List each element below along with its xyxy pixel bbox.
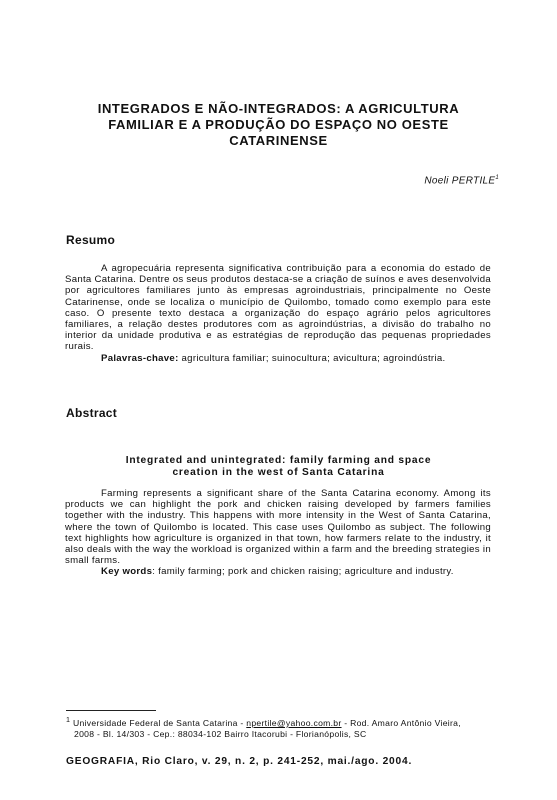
email-link[interactable]: npertile@yahoo.com.br [246, 717, 342, 728]
resumo-section [65, 263, 491, 364]
author-name [424, 175, 499, 186]
abstract-paragraph: Farming represents a significant share of the Santa Catarina economy. Among its products we can highlight the pork and chicken raising developed by farmers families together with the industry. This happens with more intensity in the West of Santa Catarina, where the town of Quilombo is located. This case uses Quilombo as subject. The following text highlights how agriculture is organized in that town, how farmers relate to the industry, it also deals with the way the workload is organized within a farm and the breeding strategies in small farms. [65, 488, 491, 567]
keywords-label: Palavras-chave: [101, 352, 179, 364]
author-footnote-mark: 1 [495, 175, 499, 181]
footnote [66, 715, 506, 740]
abstract-keywords [65, 566, 491, 577]
keywords-text: : family farming; pork and chicken raising; agriculture and industry. [152, 566, 454, 578]
article-title [60, 101, 497, 149]
author-text: Noeli PERTILE [424, 175, 496, 187]
keywords-text: agricultura familiar; suinocultura; avicultura; agroindústria. [181, 352, 446, 364]
title-line: INTEGRADOS E NÃO-INTEGRADOS: A AGRICULTURA [97, 101, 460, 116]
resumo-keywords [65, 353, 491, 364]
resumo-heading: Resumo [66, 233, 116, 247]
subtitle-line: creation in the west of Santa Catarina [172, 467, 385, 478]
journal-citation: GEOGRAFIA, Rio Claro, v. 29, n. 2, p. 241-252, mai./ago. 2004. [66, 756, 413, 767]
abstract-heading: Abstract [66, 406, 118, 420]
keywords-label: Key words [101, 566, 153, 578]
footnote-divider [66, 710, 156, 711]
abstract-section [65, 488, 491, 578]
resumo-paragraph: A agropecuária representa significativa contribuição para a economia do estado de Santa Catarina. Dentre os seus produtos destaca-se a criação de suínos e aves desenvolvida por agricultores familiares junto às empresas agroindustriais, principalmente no Oeste Catarinense, onde se localiza o município de Quilombo, tomado como exemplo para este caso. O presente texto destaca a organização do espaço agrário pelos agricultores familiares, a relação destes produtores com as agroindústrias, a divisão do trabalho no interior da unidade produtiva e as estratégias de reprodução das pequenas propriedades rurais. [65, 263, 491, 353]
footnote-affiliation: Universidade Federal de Santa Catarina - [70, 717, 247, 728]
abstract-subtitle [70, 455, 487, 479]
footnote-mark: 1 [66, 716, 71, 724]
footnote-line-2: 2008 - Bl. 14/303 - Cep.: 88034-102 Bairro Itacorubi - Florianópolis, SC [74, 728, 367, 739]
title-line: FAMILIAR E A PRODUÇÃO DO ESPAÇO NO OESTE [108, 117, 449, 132]
footnote-address: - Rod. Amaro Antônio Vieira, [341, 717, 461, 728]
subtitle-line: Integrated and unintegrated: family farming and space [125, 455, 432, 466]
title-line: CATARINENSE [229, 133, 328, 148]
footnote-line-1 [66, 715, 506, 729]
